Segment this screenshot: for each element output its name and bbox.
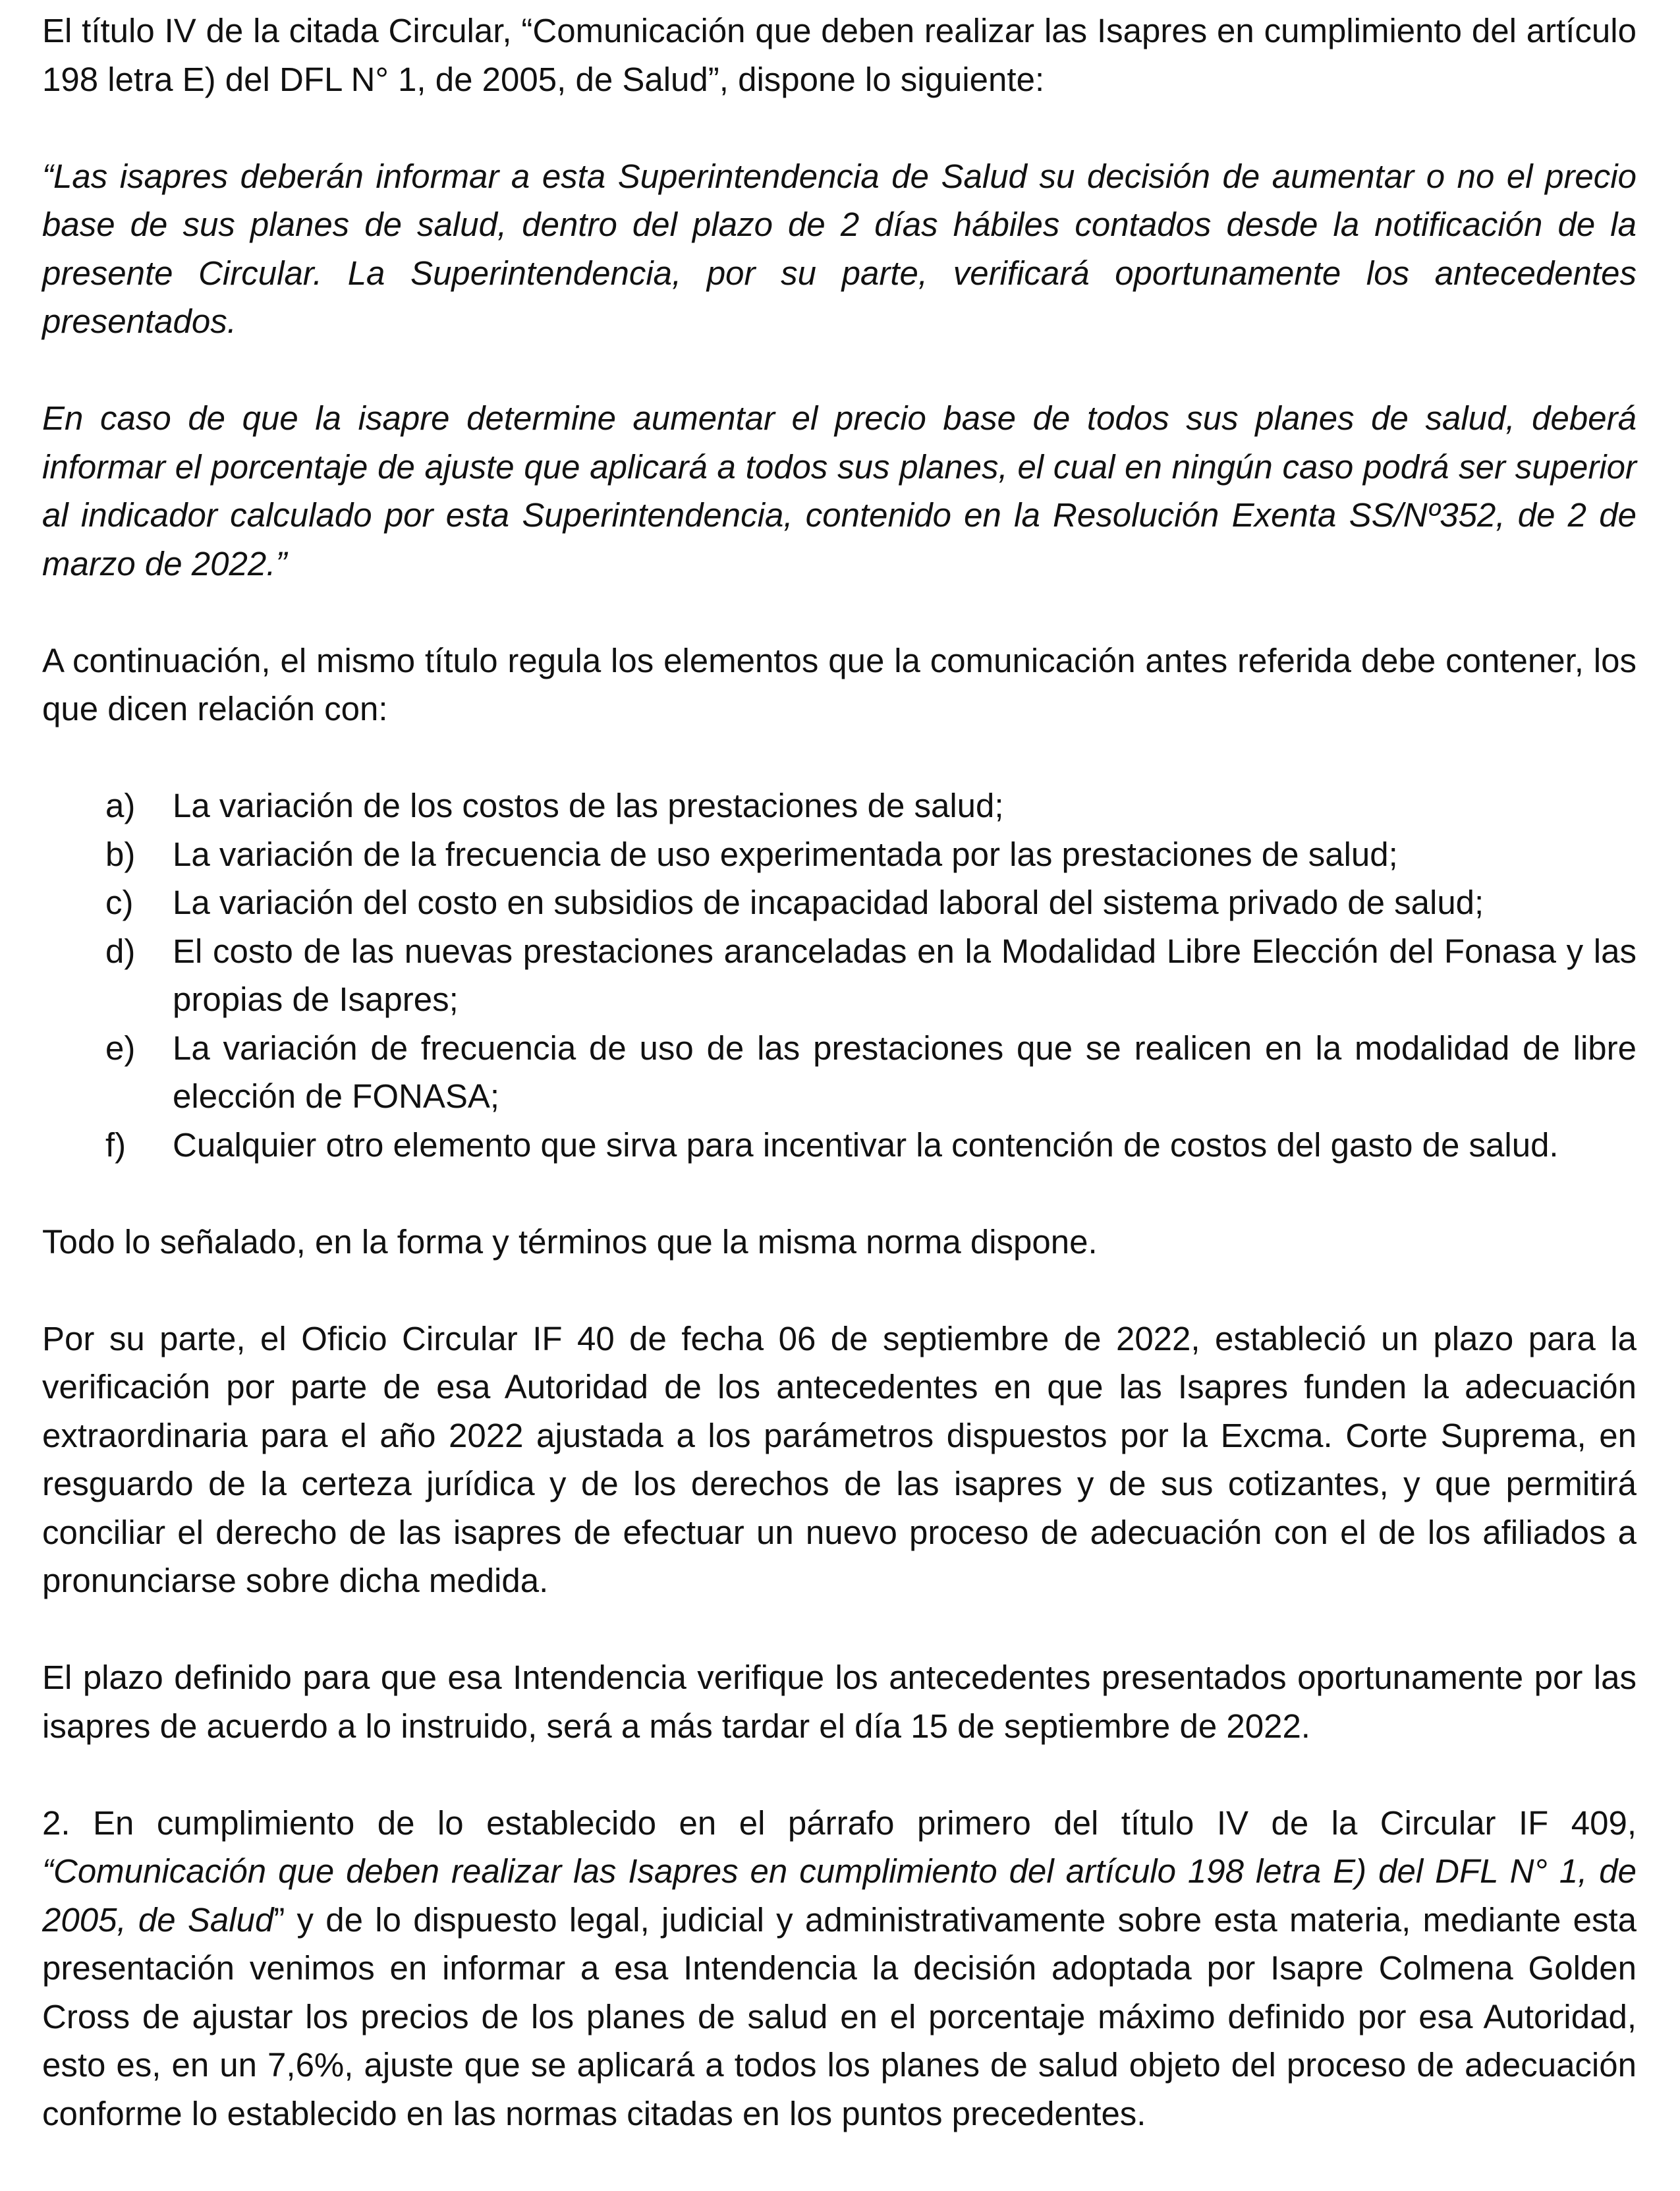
intro-paragraph: El título IV de la citada Circular, “Comunicación que deben realizar las Isapres en cumplimiento del artículo 198 letra E) del DFL N° 1, de 2005, de Salud”, dispone lo siguiente: xyxy=(42,12,1637,98)
elements-intro-paragraph: A continuación, el mismo título regula los elementos que la comunicación antes referida debe contener, los que dicen relación con: xyxy=(42,641,1637,727)
decision-text-end: ” y de lo dispuesto legal, judicial y administrativamente sobre esta materia, mediante esta presentación venimos en informar a esa Intendencia la decisión adoptada por Isapre Colmena Golden Cross de ajustar los precios de los planes de salud en el porcentaje máximo definido por esa Autoridad, esto es, en un 7,6%, ajuste que se aplicará a todos los planes de salud objeto del proceso de adecuación conforme lo establecido en las normas citadas en los puntos precedentes. xyxy=(42,1900,1637,2132)
list-item xyxy=(42,782,1637,830)
oficio-paragraph: Por su parte, el Oficio Circular IF 40 de fecha 06 de septiembre de 2022, estableció un plazo para la verificación por parte de esa Autoridad de los antecedentes en que las Isapres funden la adecuación extraordinaria para el año 2022 ajustada a los parámetros dispuestos por la Excma. Corte Suprema, en resguardo de la certeza jurídica y de los derechos de las isapres y de sus cotizantes, y que permitirá conciliar el derecho de las isapres de efectuar un nuevo proceso de adecuación con el de los afiliados a pronunciarse sobre dicha medida. xyxy=(42,1319,1637,1599)
list-marker: b) xyxy=(105,835,136,873)
list-item-text: La variación de frecuencia de uso de las prestaciones que se realicen en la modalidad de libre elección de FONASA; xyxy=(173,1029,1637,1115)
decision-text-italic: “Comunicación que deben realizar las Isapres en cumplimiento del artículo 198 letra E) del DFL N° 1, de 2005, de Salud xyxy=(42,1852,1637,1939)
list-item-text: El costo de las nuevas prestaciones aranceladas en la Modalidad Libre Elección del Fonasa y las propias de Isapres; xyxy=(173,932,1637,1018)
list-item xyxy=(42,1024,1637,1121)
quoted-paragraph-2: En caso de que la isapre determine aumentar el precio base de todos sus planes de salud, deberá informar el porcentaje de ajuste que aplicará a todos sus planes, el cual en ningún caso podrá ser superior al indicador calculado por esta Superintendencia, contenido en la Resolución Exenta SS/Nº352, de 2 de marzo de 2022.” xyxy=(42,399,1637,583)
quoted-paragraph-1: “Las isapres deberán informar a esta Superintendencia de Salud su decisión de aumentar o no el precio base de sus planes de salud, dentro del plazo de 2 días hábiles contados desde la notificación de la presente Circular. La Superintendencia, por su parte, verificará oportunamente los antecedentes presentados. xyxy=(42,157,1637,340)
list-marker: d) xyxy=(105,932,136,970)
list-marker: a) xyxy=(105,787,136,824)
summary-paragraph: Todo lo señalado, en la forma y términos que la misma norma dispone. xyxy=(42,1222,1098,1261)
document-page xyxy=(42,7,1637,2138)
list-marker: e) xyxy=(105,1029,136,1067)
list-item xyxy=(42,1121,1637,1170)
list-item-text: La variación del costo en subsidios de incapacidad laboral del sistema privado de salud; xyxy=(173,884,1484,921)
deadline-paragraph: El plazo definido para que esa Intendencia verifique los antecedentes presentados oportunamente por las isapres de acuerdo a lo instruido, será a más tardar el día 15 de septiembre de 2022. xyxy=(42,1659,1637,1745)
decision-paragraph xyxy=(42,1799,1637,2138)
list-item-text: Cualquier otro elemento que sirva para incentivar la contención de costos del gasto de salud. xyxy=(173,1125,1559,1164)
list-item xyxy=(42,830,1637,879)
list-item xyxy=(42,878,1637,927)
elements-list xyxy=(42,782,1637,1169)
list-item-text: La variación de la frecuencia de uso experimentada por las prestaciones de salud; xyxy=(173,835,1398,873)
list-item xyxy=(42,927,1637,1024)
list-marker: f) xyxy=(105,1125,126,1164)
list-item-text: La variación de los costos de las prestaciones de salud; xyxy=(173,787,1004,824)
decision-text-start: 2. En cumplimiento de lo establecido en el párrafo primero del título IV de la Circular IF 409, xyxy=(42,1804,1637,1842)
list-marker: c) xyxy=(105,884,134,921)
